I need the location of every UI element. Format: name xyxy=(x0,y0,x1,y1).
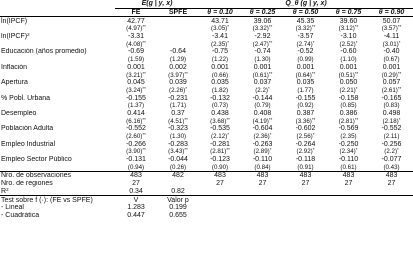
se-value: (1.77) xyxy=(297,86,314,94)
coef-value: -0.281 xyxy=(210,140,230,148)
variable-label: ln(IPCF) xyxy=(1,17,28,25)
coef-value: 0.001 xyxy=(253,63,272,71)
coef-value: -0.52 xyxy=(297,48,314,56)
stat-value: 483 xyxy=(284,172,327,180)
se-value: (1.22) xyxy=(211,56,229,64)
stat-value: 27 xyxy=(387,180,396,188)
se-value: (1.10) xyxy=(340,56,357,64)
coef-value: -0.323 xyxy=(168,125,188,133)
coef-value: 0.001 xyxy=(127,63,145,71)
test-p-value: 0.655 xyxy=(169,211,187,219)
test-section xyxy=(0,196,413,220)
se-row xyxy=(0,102,413,110)
coef-value: -2.92 xyxy=(254,33,271,41)
se-value: (0.64)** xyxy=(295,71,316,79)
se-value: (0.99) xyxy=(297,56,314,64)
se-row xyxy=(0,25,413,33)
se-value: (3.01)* xyxy=(382,40,401,48)
se-value xyxy=(157,25,199,33)
se-value: (3.32)** xyxy=(252,25,273,33)
se-value: (2.81)** xyxy=(210,148,230,156)
test-row-linear xyxy=(0,204,413,212)
stat-value: 27 xyxy=(301,180,310,188)
coef-value: -0.256 xyxy=(381,140,402,148)
variable-label: Empleo Industrial xyxy=(1,140,56,148)
stat-value: 483 xyxy=(327,172,370,180)
stat-value: 0.82 xyxy=(171,187,185,195)
se-value: (2.34)* xyxy=(339,148,358,156)
coef-value: -0.75 xyxy=(212,48,228,56)
se-value: (0.94) xyxy=(127,163,145,171)
test-row-label: - Cuadrática xyxy=(1,211,40,219)
se-value: (3.90)** xyxy=(126,148,146,156)
column-header: θ = 0.90 xyxy=(370,8,413,17)
se-value: (1.71) xyxy=(169,102,187,110)
se-value: (2.21)* xyxy=(339,86,358,94)
column-header: SPFE xyxy=(157,8,199,17)
test-v-value: 0.447 xyxy=(127,211,145,219)
se-value: (1.59) xyxy=(127,56,145,64)
se-value: (2.35)* xyxy=(211,40,229,48)
coef-value: -0.569 xyxy=(338,125,359,133)
coef-value: 0.498 xyxy=(382,109,401,117)
se-row xyxy=(0,117,413,125)
test-title: Test sobre f (·): (FE vs SPFE) xyxy=(1,196,93,204)
coef-value: -0.64 xyxy=(170,48,186,56)
stat-value: 483 xyxy=(241,172,284,180)
test-header-row xyxy=(0,196,413,204)
coef-value: 0.408 xyxy=(253,109,272,117)
test-p-value: 0.199 xyxy=(169,204,187,212)
coef-value: -0.158 xyxy=(338,94,359,102)
coef-value: -4.11 xyxy=(383,33,400,41)
se-value: (0.61) xyxy=(340,163,357,171)
coef-value: -0.077 xyxy=(381,156,402,164)
se-value: (1.30) xyxy=(254,56,271,64)
se-value: (4.19)** xyxy=(252,117,273,125)
coef-row xyxy=(0,64,413,72)
header-group-row xyxy=(0,0,413,8)
se-value: (3.97)** xyxy=(168,71,188,79)
se-row xyxy=(0,148,413,156)
coef-value: -0.231 xyxy=(168,94,188,102)
coef-row xyxy=(0,33,413,41)
coef-value: -0.552 xyxy=(126,125,146,133)
coef-row xyxy=(0,94,413,102)
coef-row xyxy=(0,140,413,148)
se-value: (0.83) xyxy=(383,102,400,110)
stat-value xyxy=(241,188,284,196)
stat-value xyxy=(370,188,413,196)
se-value: (4.97)** xyxy=(126,25,146,33)
se-row xyxy=(0,56,413,64)
se-value: (2.52)* xyxy=(339,40,358,48)
coef-value: 39.06 xyxy=(253,17,272,25)
se-value: (3.36)** xyxy=(295,117,316,125)
stat-value xyxy=(157,180,199,188)
coef-value: -0.110 xyxy=(338,156,359,164)
coef-value: 0.414 xyxy=(127,109,145,117)
coef-value: -0.60 xyxy=(340,48,357,56)
coef-value: -0.535 xyxy=(210,125,230,133)
coef-value: -0.123 xyxy=(210,156,230,164)
stat-row xyxy=(0,180,413,188)
se-value: (2.36)* xyxy=(253,132,272,141)
variable-label: % Pobl. Urbana xyxy=(1,94,51,102)
header-columns-row xyxy=(0,8,413,17)
stat-value: 0.34 xyxy=(129,187,143,195)
se-value: (2.81)** xyxy=(338,117,359,125)
coef-value: 0.037 xyxy=(253,79,272,87)
coef-value: -0.250 xyxy=(338,140,359,148)
coef-value: -0.40 xyxy=(383,48,400,56)
column-header: FE xyxy=(115,8,157,17)
se-value: (3.68)** xyxy=(210,117,230,125)
se-value: (2.12)* xyxy=(211,132,229,141)
coef-value: 45.35 xyxy=(296,17,315,25)
variable-label: Desempleo xyxy=(1,109,37,117)
coef-value: -0.131 xyxy=(126,156,146,164)
se-value: (2.35) xyxy=(340,133,357,141)
se-value: (0.92) xyxy=(297,102,314,110)
coef-value: 0.050 xyxy=(339,79,358,87)
stat-row xyxy=(0,188,413,196)
coef-row xyxy=(0,79,413,87)
se-row xyxy=(0,163,413,171)
coef-value: 0.386 xyxy=(339,109,358,117)
se-value: (3.32)** xyxy=(295,25,316,33)
se-value: (0.85) xyxy=(340,102,357,110)
header-group-right: Q_θ (g | y, x) xyxy=(199,0,413,8)
se-value: (6.16)** xyxy=(126,117,146,125)
variable-label: Inflación xyxy=(1,63,28,71)
variable-label: Empleo Sector Público xyxy=(1,156,72,164)
se-value: (2.74)* xyxy=(296,40,315,48)
coef-value: 0.001 xyxy=(382,63,401,71)
se-value: (0.51)** xyxy=(338,71,359,79)
stat-row xyxy=(0,172,413,180)
coef-value: -0.74 xyxy=(254,48,271,56)
coef-value: -0.155 xyxy=(126,94,146,102)
variable-label: ln(IPCF)$^2$ xyxy=(1,32,30,41)
coef-row xyxy=(0,110,413,118)
coef-value: -0.283 xyxy=(168,140,188,148)
coef-value: 50.07 xyxy=(382,17,401,25)
stat-value xyxy=(199,188,241,196)
se-row xyxy=(0,87,413,95)
se-value: (2.89)* xyxy=(253,148,272,156)
stat-label: Nro. de regiones xyxy=(1,180,53,188)
coef-value: -0.264 xyxy=(295,140,316,148)
se-value: (2.56)* xyxy=(296,132,315,141)
coefficient-rows xyxy=(0,17,413,172)
coef-value: -0.165 xyxy=(381,94,402,102)
stat-label: $R^2$ xyxy=(1,187,9,195)
column-header: θ = 0.25 xyxy=(241,8,284,17)
stat-label: Nro. de observaciones xyxy=(0,172,115,180)
coef-value: -0.155 xyxy=(295,94,316,102)
se-value: (3.24)** xyxy=(126,86,146,94)
se-row xyxy=(0,133,413,141)
se-value: (2.18)* xyxy=(382,117,401,125)
coef-value: 39.60 xyxy=(339,17,358,25)
coef-value: 0.057 xyxy=(382,79,401,87)
coef-value: -0.110 xyxy=(252,156,273,164)
coef-value: 43.71 xyxy=(211,17,229,25)
coef-row xyxy=(0,156,413,164)
se-value: (2.2)* xyxy=(384,148,399,156)
coef-value: 0.045 xyxy=(127,79,145,87)
se-value: (3.21)** xyxy=(126,71,146,79)
stat-value xyxy=(327,188,370,196)
stat-value: 483 xyxy=(370,172,413,180)
column-header: θ = 0.75 xyxy=(327,8,370,17)
coef-value: -3.41 xyxy=(212,33,228,41)
coef-value: -0.132 xyxy=(210,94,230,102)
stat-value: 483 xyxy=(199,172,241,180)
stat-value: 483 xyxy=(115,172,157,180)
se-value: (0.84) xyxy=(254,163,271,171)
coef-value: -0.602 xyxy=(295,125,316,133)
se-value: (4.51)** xyxy=(168,117,188,125)
se-value: (2.60)** xyxy=(126,132,146,141)
se-value: (1.37) xyxy=(127,102,145,110)
test-row-label: - Lineal xyxy=(1,204,24,212)
column-header: θ = 0.50 xyxy=(284,8,327,17)
se-value: (3.43)** xyxy=(168,148,188,156)
coef-value: -0.144 xyxy=(252,94,273,102)
coef-value: 0.001 xyxy=(296,63,315,71)
se-value: (2.92)* xyxy=(296,148,315,156)
variable-label: Apertura xyxy=(1,79,28,87)
coef-value xyxy=(157,33,199,41)
coef-value: -3.31 xyxy=(128,33,144,41)
se-value: (3.05)* xyxy=(211,25,229,33)
variable-label: Educación (años promedio) xyxy=(1,48,87,56)
stat-value: 482 xyxy=(157,172,199,180)
coef-value: -0.263 xyxy=(252,140,273,148)
se-value: (3.12)** xyxy=(338,25,359,33)
coef-value: -0.044 xyxy=(168,156,188,164)
coef-value: 0.37 xyxy=(171,109,185,117)
se-value: (2.26)* xyxy=(169,86,187,94)
se-row xyxy=(0,40,413,48)
header-group-left: E(g | y, x) xyxy=(115,0,199,8)
se-value: (1.29) xyxy=(169,56,187,64)
summary-stats xyxy=(0,172,413,196)
se-value: (0.66) xyxy=(211,71,229,79)
coef-value xyxy=(157,17,199,25)
se-value: (0.67) xyxy=(383,56,400,64)
coef-value: 0.438 xyxy=(211,109,229,117)
coef-value: 0.002 xyxy=(169,63,187,71)
test-col-p: Valor p xyxy=(167,196,189,204)
coef-value: -0.552 xyxy=(381,125,402,133)
coef-value: 0.039 xyxy=(169,79,187,87)
se-row xyxy=(0,71,413,79)
se-value: (0.43) xyxy=(383,163,400,171)
stat-value xyxy=(284,188,327,196)
se-value: (2.61)** xyxy=(381,86,402,94)
test-row-quadratic xyxy=(0,212,413,220)
se-value: (2.11) xyxy=(383,133,400,141)
stat-value: 27 xyxy=(344,180,353,188)
variable-label: Población Adulta xyxy=(1,125,54,133)
se-value: (0.79) xyxy=(254,102,271,110)
coef-value: 0.035 xyxy=(296,79,315,87)
se-value xyxy=(157,40,199,48)
se-value: (0.90) xyxy=(211,163,229,171)
coef-value: -0.118 xyxy=(295,156,316,164)
coef-value: 0.387 xyxy=(296,109,315,117)
coef-value: -3.57 xyxy=(297,33,314,41)
coef-row xyxy=(0,48,413,56)
se-value: (0.73) xyxy=(211,102,229,110)
se-value: (2.47)** xyxy=(252,40,273,48)
coef-row xyxy=(0,125,413,133)
coef-value: 0.035 xyxy=(211,79,229,87)
coef-value: -3.10 xyxy=(340,33,357,41)
se-value: (4.08)** xyxy=(126,40,146,48)
coef-row xyxy=(0,17,413,25)
stat-value: 27 xyxy=(216,180,224,188)
coef-value: 42.77 xyxy=(127,17,145,25)
se-value: (3.57)** xyxy=(381,25,402,33)
se-value: (2.2)* xyxy=(255,86,270,94)
se-value: (0.91) xyxy=(297,163,314,171)
coef-value: 0.001 xyxy=(339,63,358,71)
se-value: (1.82) xyxy=(211,86,229,94)
coef-value: -0.69 xyxy=(128,48,144,56)
se-value: (0.29)** xyxy=(381,71,402,79)
se-value: (0.26) xyxy=(169,163,187,171)
stat-value: 27 xyxy=(132,180,140,188)
coef-value: -0.604 xyxy=(252,125,273,133)
test-v-value: 1.283 xyxy=(127,204,145,212)
se-value: (0.61)** xyxy=(252,71,273,79)
coef-value: -0.266 xyxy=(126,140,146,148)
coef-value: 0.001 xyxy=(211,63,229,71)
test-col-v: V xyxy=(133,196,139,204)
stat-value: 27 xyxy=(258,180,267,188)
se-value: (1.30) xyxy=(169,133,187,141)
column-header: θ = 0.10 xyxy=(199,8,241,17)
